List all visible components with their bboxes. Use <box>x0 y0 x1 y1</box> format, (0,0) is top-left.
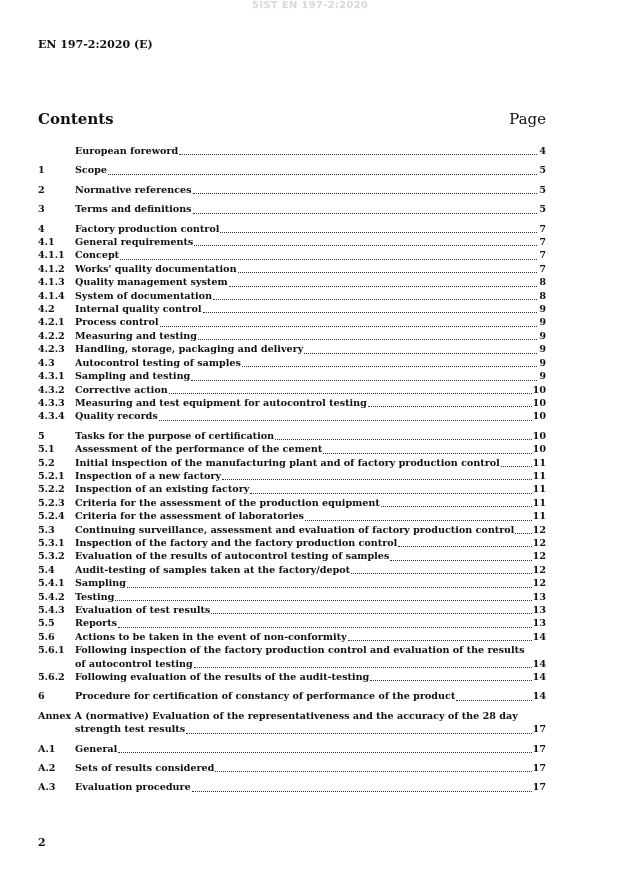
toc-entry-title: General <box>75 743 118 755</box>
toc-entry-title: General requirements <box>75 237 194 249</box>
toc-entry-number: 5.4.1 <box>38 578 65 590</box>
toc-dot-leader <box>213 298 537 300</box>
toc-entry-page: 7 <box>539 237 546 249</box>
toc-entry-page: 9 <box>539 304 546 316</box>
toc-entry[interactable] <box>38 370 546 383</box>
toc-entry-title: Following inspection of the factory production control and evaluation of the results <box>75 645 525 657</box>
toc-entry-page: 13 <box>532 618 546 630</box>
toc-entry-number: A.1 <box>38 743 56 755</box>
toc-entry-number: 4.3.2 <box>38 384 65 396</box>
toc-entry[interactable] <box>38 470 546 483</box>
toc-entry-number: 3 <box>38 204 45 216</box>
toc-entry-page: 10 <box>532 411 546 423</box>
table-of-contents <box>38 145 546 795</box>
toc-dot-leader <box>179 153 537 155</box>
toc-entry-title: Inspection of an existing factory <box>75 484 250 496</box>
toc-entry[interactable] <box>38 145 546 158</box>
toc-entry[interactable] <box>38 631 546 644</box>
toc-dot-leader <box>398 545 531 547</box>
toc-entry-number: 5.4.3 <box>38 605 65 616</box>
toc-entry[interactable] <box>38 644 546 671</box>
toc-entry-title: Concept <box>75 250 120 262</box>
toc-entry[interactable] <box>38 510 546 523</box>
toc-entry-number: A.2 <box>38 763 56 775</box>
toc-entry[interactable] <box>38 384 546 397</box>
toc-entry-title: Inspection of the factory and the factory production control <box>75 537 398 549</box>
toc-entry-page: 5 <box>539 204 546 216</box>
toc-entry-number: 5.3 <box>38 524 55 536</box>
toc-entry-title-continued: of autocontrol testing <box>75 658 193 670</box>
toc-dot-leader <box>250 492 531 494</box>
toc-entry-page: 12 <box>532 524 546 536</box>
toc-dot-leader <box>118 626 532 628</box>
toc-entry-title: Audit-testing of samples taken at the factory/depot <box>75 564 351 576</box>
toc-dot-leader <box>118 751 531 753</box>
toc-entry[interactable] <box>38 223 546 236</box>
toc-entry-title: Internal quality control <box>75 304 202 316</box>
toc-entry[interactable] <box>38 184 546 197</box>
toc-entry-title: Measuring and test equipment for autocontrol testing <box>75 397 367 409</box>
toc-dot-leader <box>160 325 537 327</box>
toc-dot-leader <box>242 365 537 367</box>
toc-entry-title: Inspection of a new factory <box>75 470 222 482</box>
toc-dot-leader <box>215 770 531 772</box>
toc-entry-title: Sampling <box>75 578 126 590</box>
toc-entry-title: Criteria for the assessment of the production equipment <box>75 497 380 509</box>
toc-entry-number: 4.1 <box>38 237 55 249</box>
toc-dot-leader <box>194 666 532 668</box>
toc-entry-title: Sampling and testing <box>75 371 191 383</box>
toc-entry-title: Evaluation procedure <box>75 782 191 794</box>
toc-entry-page: 11 <box>532 470 546 482</box>
contents-heading: Contents <box>38 110 114 128</box>
toc-dot-leader <box>305 519 532 521</box>
toc-entry-title: Quality management system <box>75 277 228 289</box>
toc-entry[interactable] <box>38 617 546 630</box>
toc-entry-number: 5.3.2 <box>38 551 65 563</box>
toc-annex-title: Annex A (normative) Evaluation of the representativeness and the accuracy of the 28 day <box>38 710 518 722</box>
toc-entry-number: 4.1.2 <box>38 263 65 275</box>
toc-dot-leader <box>127 586 532 588</box>
toc-dot-leader <box>159 419 532 421</box>
toc-entry-number: 4.1.1 <box>38 250 65 262</box>
toc-entry[interactable] <box>38 316 546 329</box>
toc-entry[interactable] <box>38 671 546 684</box>
toc-entry-page: 11 <box>532 511 546 523</box>
document-code: EN 197-2:2020 (E) <box>38 38 153 51</box>
toc-dot-leader <box>108 173 537 175</box>
toc-dot-leader <box>120 258 537 260</box>
toc-entry-number: 5.6.1 <box>38 645 65 657</box>
toc-entry[interactable] <box>38 357 546 370</box>
toc-entry[interactable] <box>38 497 546 510</box>
toc-entry-page: 17 <box>532 782 546 794</box>
toc-entry[interactable] <box>38 397 546 410</box>
page-column-label: Page <box>509 110 546 128</box>
toc-entry-number: 1 <box>38 165 45 177</box>
toc-entry-title: Following evaluation of the results of the audit-testing <box>75 672 370 684</box>
toc-entry-title: Reports <box>75 618 118 630</box>
toc-dot-leader <box>238 271 537 273</box>
toc-entry-title: Measuring and testing <box>75 330 197 342</box>
toc-entry-number: 4.2 <box>38 304 55 316</box>
watermark: SIST EN 197-2:2020 <box>251 0 369 11</box>
toc-entry-title: Process control <box>75 317 159 329</box>
toc-entry-page: 11 <box>532 497 546 509</box>
toc-dot-leader <box>203 311 537 313</box>
toc-entry-page: 14 <box>532 658 546 670</box>
toc-dot-leader <box>323 452 531 454</box>
toc-entry[interactable] <box>38 604 546 617</box>
toc-entry-number: 4.2.2 <box>38 330 65 342</box>
toc-entry-number: 6 <box>38 691 45 703</box>
toc-entry[interactable] <box>38 164 546 177</box>
toc-dot-leader <box>381 505 532 507</box>
toc-entry[interactable] <box>38 550 546 563</box>
toc-entry-page: 5 <box>539 165 546 177</box>
toc-dot-leader <box>191 379 537 381</box>
toc-entry-title: System of documentation <box>75 290 213 302</box>
toc-entry-page: 12 <box>532 551 546 563</box>
toc-entry-page: 17 <box>532 763 546 775</box>
toc-entry-title: Testing <box>75 591 115 603</box>
toc-entry-title: Scope <box>75 165 107 177</box>
toc-entry[interactable] <box>38 203 546 216</box>
toc-entry-page: 10 <box>532 384 546 396</box>
toc-entry-number: 5.6 <box>38 631 55 643</box>
toc-entry-page: 12 <box>532 564 546 576</box>
toc-entry[interactable] <box>38 483 546 496</box>
toc-entry[interactable] <box>38 343 546 356</box>
toc-entry-number: 5.2.2 <box>38 484 65 496</box>
toc-dot-leader <box>351 572 532 574</box>
toc-entry-page: 9 <box>539 330 546 342</box>
toc-entry-page: 13 <box>532 591 546 603</box>
toc-entry-page: 5 <box>539 184 546 196</box>
toc-entry-title: Criteria for the assessment of laboratories <box>75 511 304 523</box>
toc-entry-number: 4.3.4 <box>38 411 65 423</box>
toc-entry[interactable] <box>38 236 546 249</box>
toc-entry-page: 9 <box>539 317 546 329</box>
toc-dot-leader <box>501 465 532 467</box>
toc-entry-title: Actions to be taken in the event of non-conformity <box>75 631 347 643</box>
toc-dot-leader <box>220 231 537 233</box>
toc-dot-leader <box>304 352 537 354</box>
toc-entry-page: 17 <box>532 743 546 755</box>
toc-dot-leader <box>194 244 537 246</box>
toc-entry-number: 4.1.3 <box>38 277 65 289</box>
toc-entry-number: 4.2.1 <box>38 317 65 329</box>
toc-dot-leader <box>193 212 537 214</box>
toc-dot-leader <box>115 599 531 601</box>
toc-entry-number: 5.3.1 <box>38 537 65 549</box>
toc-entry-title: Evaluation of test results <box>75 605 211 616</box>
toc-entry-number: 5.1 <box>38 444 55 456</box>
toc-entry-page: 12 <box>532 578 546 590</box>
toc-entry[interactable] <box>38 249 546 262</box>
toc-dot-leader <box>222 478 532 480</box>
toc-entry-title: Terms and definitions <box>75 204 192 216</box>
toc-dot-leader <box>229 285 537 287</box>
toc-entry-page: 14 <box>532 631 546 643</box>
toc-entry-title: Works' quality documentation <box>75 263 237 275</box>
toc-entry-title: Corrective action <box>75 384 168 396</box>
toc-entry-page: 8 <box>539 290 546 302</box>
toc-entry-page: 11 <box>532 457 546 469</box>
toc-dot-leader <box>456 699 531 701</box>
toc-entry-title: Autocontrol testing of samples <box>75 357 241 369</box>
footer-page-number: 2 <box>38 836 46 849</box>
toc-entry[interactable] <box>38 290 546 303</box>
toc-entry-number: 4 <box>38 223 45 235</box>
toc-entry-number: 2 <box>38 184 45 196</box>
toc-entry-page: 17 <box>532 724 546 736</box>
toc-entry[interactable] <box>38 591 546 604</box>
toc-entry[interactable] <box>38 524 546 537</box>
toc-entry[interactable] <box>38 564 546 577</box>
toc-entry-page: 10 <box>532 397 546 409</box>
toc-dot-leader <box>193 192 537 194</box>
toc-entry-title: Normative references <box>75 184 192 196</box>
toc-entry-number: 5 <box>38 430 45 442</box>
toc-entry-title: Assessment of the performance of the cement <box>75 444 323 456</box>
toc-entry-number: 5.6.2 <box>38 672 65 684</box>
toc-dot-leader <box>169 392 532 394</box>
toc-entry[interactable] <box>38 537 546 550</box>
toc-entry-page: 11 <box>532 484 546 496</box>
toc-dot-leader <box>211 612 531 614</box>
toc-entry-page: 10 <box>532 444 546 456</box>
toc-entry-number: 5.5 <box>38 618 55 630</box>
toc-entry-title: Procedure for certification of constancy of performance of the product <box>75 691 456 703</box>
toc-entry-number: 5.2.3 <box>38 497 65 509</box>
toc-entry-title: European foreword <box>75 146 179 157</box>
toc-entry-page: 13 <box>532 605 546 616</box>
toc-entry[interactable] <box>38 303 546 316</box>
toc-entry-title: Initial inspection of the manufacturing plant and of factory production control <box>75 457 500 469</box>
toc-dot-leader <box>186 732 531 734</box>
toc-entry-number: 5.4.2 <box>38 591 65 603</box>
toc-entry-page: 4 <box>539 146 546 157</box>
toc-entry[interactable] <box>38 690 546 703</box>
toc-entry[interactable] <box>38 330 546 343</box>
toc-entry-page: 8 <box>539 277 546 289</box>
toc-entry-number: A.3 <box>38 782 56 794</box>
toc-entry-page: 7 <box>539 250 546 262</box>
toc-entry-page: 12 <box>532 537 546 549</box>
toc-annex-title-continued: strength test results <box>75 724 186 736</box>
toc-entry-number: 4.3 <box>38 357 55 369</box>
toc-dot-leader <box>370 679 531 681</box>
toc-entry-page: 10 <box>532 430 546 442</box>
toc-entry-number: 4.3.3 <box>38 397 65 409</box>
toc-entry-page: 9 <box>539 357 546 369</box>
toc-entry-title: Quality records <box>75 411 158 423</box>
toc-entry-page: 7 <box>539 223 546 235</box>
toc-entry-number: 4.2.3 <box>38 344 65 356</box>
toc-entry-number: 4.3.1 <box>38 371 65 383</box>
toc-entry-title: Continuing surveillance, assessment and evaluation of factory production control <box>75 524 515 536</box>
toc-entry-title: Sets of results considered <box>75 763 215 775</box>
toc-dot-leader <box>515 532 531 534</box>
toc-entry[interactable] <box>38 762 546 775</box>
toc-entry-page: 9 <box>539 371 546 383</box>
toc-entry-number: 4.1.4 <box>38 290 65 302</box>
toc-entry[interactable] <box>38 577 546 590</box>
toc-entry[interactable] <box>38 410 546 423</box>
toc-entry-title: Handling, storage, packaging and delivery <box>75 344 304 356</box>
toc-entry[interactable] <box>38 781 546 794</box>
toc-entry-page: 14 <box>532 672 546 684</box>
toc-dot-leader <box>198 338 537 340</box>
toc-dot-leader <box>348 639 532 641</box>
toc-entry[interactable] <box>38 430 546 443</box>
toc-entry-page: 14 <box>532 691 546 703</box>
toc-dot-leader <box>275 438 532 440</box>
toc-entry-title: Factory production control <box>75 223 220 235</box>
toc-entry[interactable] <box>38 263 546 276</box>
toc-entry-page: 9 <box>539 344 546 356</box>
toc-entry-title: Evaluation of the results of autocontrol testing of samples <box>75 551 390 563</box>
toc-entry[interactable] <box>38 743 546 756</box>
toc-dot-leader <box>192 790 532 792</box>
toc-entry-page: 7 <box>539 263 546 275</box>
toc-dot-leader <box>390 559 531 561</box>
toc-entry[interactable] <box>38 457 546 470</box>
toc-entry[interactable] <box>38 276 546 289</box>
toc-entry-title: Tasks for the purpose of certification <box>75 430 275 442</box>
toc-entry[interactable] <box>38 443 546 456</box>
toc-entry-number: 5.2 <box>38 457 55 469</box>
toc-entry-number: 5.4 <box>38 564 55 576</box>
toc-annex-entry[interactable] <box>38 710 546 737</box>
toc-entry-number: 5.2.4 <box>38 511 65 523</box>
toc-entry-number: 5.2.1 <box>38 470 65 482</box>
toc-dot-leader <box>368 405 532 407</box>
